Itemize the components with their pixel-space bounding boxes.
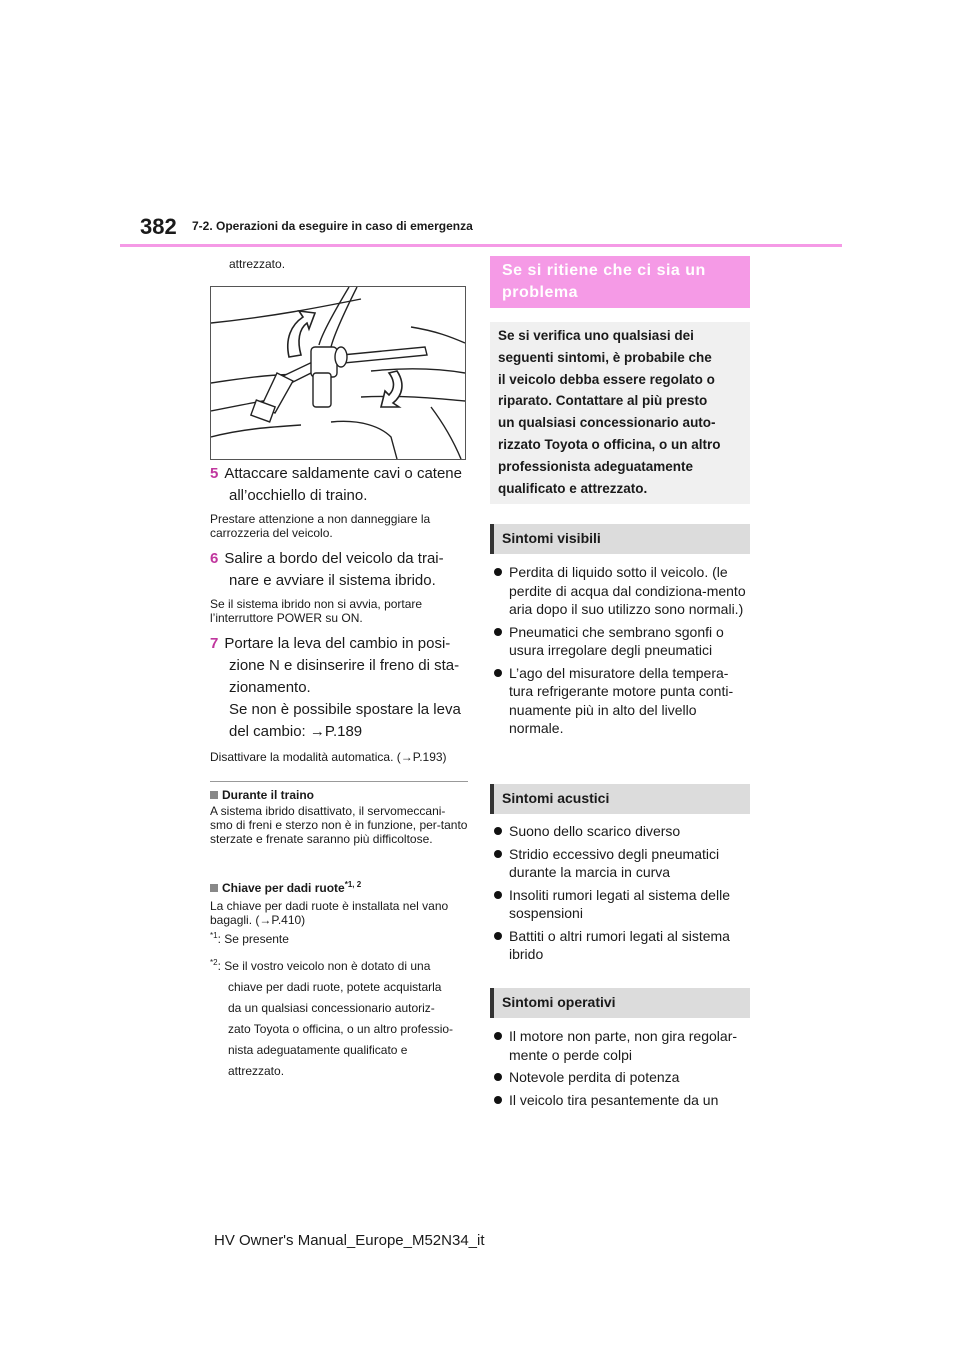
list-item: Pneumatici che sembrano sgonfi o usura irregolare degli pneumatici xyxy=(494,623,750,660)
continuation-text: attrezzato. xyxy=(229,257,286,271)
list-item: Suono dello scarico diverso xyxy=(494,822,750,841)
intro-text: Se si verifica uno qualsiasi dei seguenti sintomi, è probabile che il veicolo debba essere regolato o riparato. Contattare al più presto un qualsiasi concessionario auto- rizzato Toyota o officina, o un altro professionista adeguatamente qualificato e attrezzato. xyxy=(498,328,721,496)
operative-symptoms-list xyxy=(494,1027,750,1113)
step-7-note: Disattivare la modalità automatica. (→P.193) xyxy=(210,750,447,764)
operative-symptoms-header: Sintomi operativi xyxy=(490,988,750,1018)
header-rule xyxy=(120,244,842,247)
square-bullet-icon xyxy=(210,884,218,892)
wrench-note-text: La chiave per dadi ruote è installata nel vano bagagli. (→P.410) xyxy=(210,899,449,927)
list-item: Il motore non parte, non gira regolar-mente o perde colpi xyxy=(494,1027,750,1064)
list-item: Stridio eccessivo degli pneumatici durante la marcia in curva xyxy=(494,845,750,882)
step-5-line2: all’occhiello di traino. xyxy=(229,487,368,504)
towing-note xyxy=(210,788,468,846)
step-6-note: Se il sistema ibrido non si avvia, portare l’interruttore POWER su ON. xyxy=(210,597,423,625)
step-7-line2: zione N e disinserire il freno di sta- xyxy=(229,657,460,674)
section-header: 7-2. Operazioni da eseguire in caso di emergenza xyxy=(192,219,473,233)
square-bullet-icon xyxy=(210,791,218,799)
step-7-line5: del cambio: →P.189 xyxy=(229,723,363,740)
page-number: 382 xyxy=(140,214,177,239)
list-item: Perdita di liquido sotto il veicolo. (le perdite di acqua dal condiziona-mento aria dopo il suo utilizzo sono normali.) xyxy=(494,563,750,619)
list-item: L’ago del misuratore della tempera-tura refrigerante motore punta conti-nuamente più in alto del livello normale. xyxy=(494,664,750,738)
list-item: Battiti o altri rumori legati al sistema ibrido xyxy=(494,927,750,964)
towing-note-title: Durante il traino xyxy=(210,788,468,802)
step-5-line1: Attaccare saldamente cavi o catene xyxy=(224,465,462,482)
step-7-number: 7 xyxy=(210,635,219,652)
acoustic-symptoms-header: Sintomi acustici xyxy=(490,784,750,814)
problem-heading: Se si ritiene che ci sia un problema xyxy=(502,262,706,301)
footnote-1: $^{*1}$: Se presente xyxy=(210,931,289,946)
notes-divider xyxy=(210,781,468,782)
step-6 xyxy=(210,548,468,592)
acoustic-symptoms-list xyxy=(494,822,750,968)
list-item: Notevole perdita di potenza xyxy=(494,1068,750,1087)
towing-illustration xyxy=(210,286,466,460)
list-item: Il veicolo tira pesantemente da un xyxy=(494,1091,750,1110)
wrench-note xyxy=(210,880,468,1082)
step-7-line1: Portare la leva del cambio in posi- xyxy=(224,635,451,652)
visible-symptoms-list xyxy=(494,563,750,742)
step-5 xyxy=(210,463,468,507)
step-7-line4: Se non è possibile spostare la leva xyxy=(229,701,461,718)
step-6-number: 6 xyxy=(210,550,219,567)
step-7 xyxy=(210,633,468,743)
step-6-line1: Salire a bordo del veicolo da trai- xyxy=(224,550,444,567)
step-7-line3: zionamento. xyxy=(229,679,311,696)
footer-manual-id: HV Owner's Manual_Europe_M52N34_it xyxy=(214,1232,485,1249)
step-6-line2: nare e avviare il sistema ibrido. xyxy=(229,572,436,589)
visible-symptoms-header: Sintomi visibili xyxy=(490,524,750,554)
step-5-note: Prestare attenzione a non danneggiare la carrozzeria del veicolo. xyxy=(210,512,431,540)
tow-hook-wrench-drawing xyxy=(211,287,465,459)
wrench-note-title: Chiave per dadi ruote$^{*1, 2}$ xyxy=(210,880,468,895)
footnote-2: $^{*2}$: Se il vostro veicolo non è dotato di una chiave per dadi ruote, potete acquistarla da un qualsiasi concessionario autoriz- zato Toyota o officina, o un altro professio- nista adeguatamente qualificato e attrezzato. xyxy=(210,958,454,1078)
step-5-number: 5 xyxy=(210,465,219,482)
towing-note-text: A sistema ibrido disattivato, il servomeccani-smo di freni e sterzo non è in funzione, per-tanto sterzate e frenate saranno più difficoltose. xyxy=(210,804,468,846)
list-item: Insoliti rumori legati al sistema delle sospensioni xyxy=(494,886,750,923)
